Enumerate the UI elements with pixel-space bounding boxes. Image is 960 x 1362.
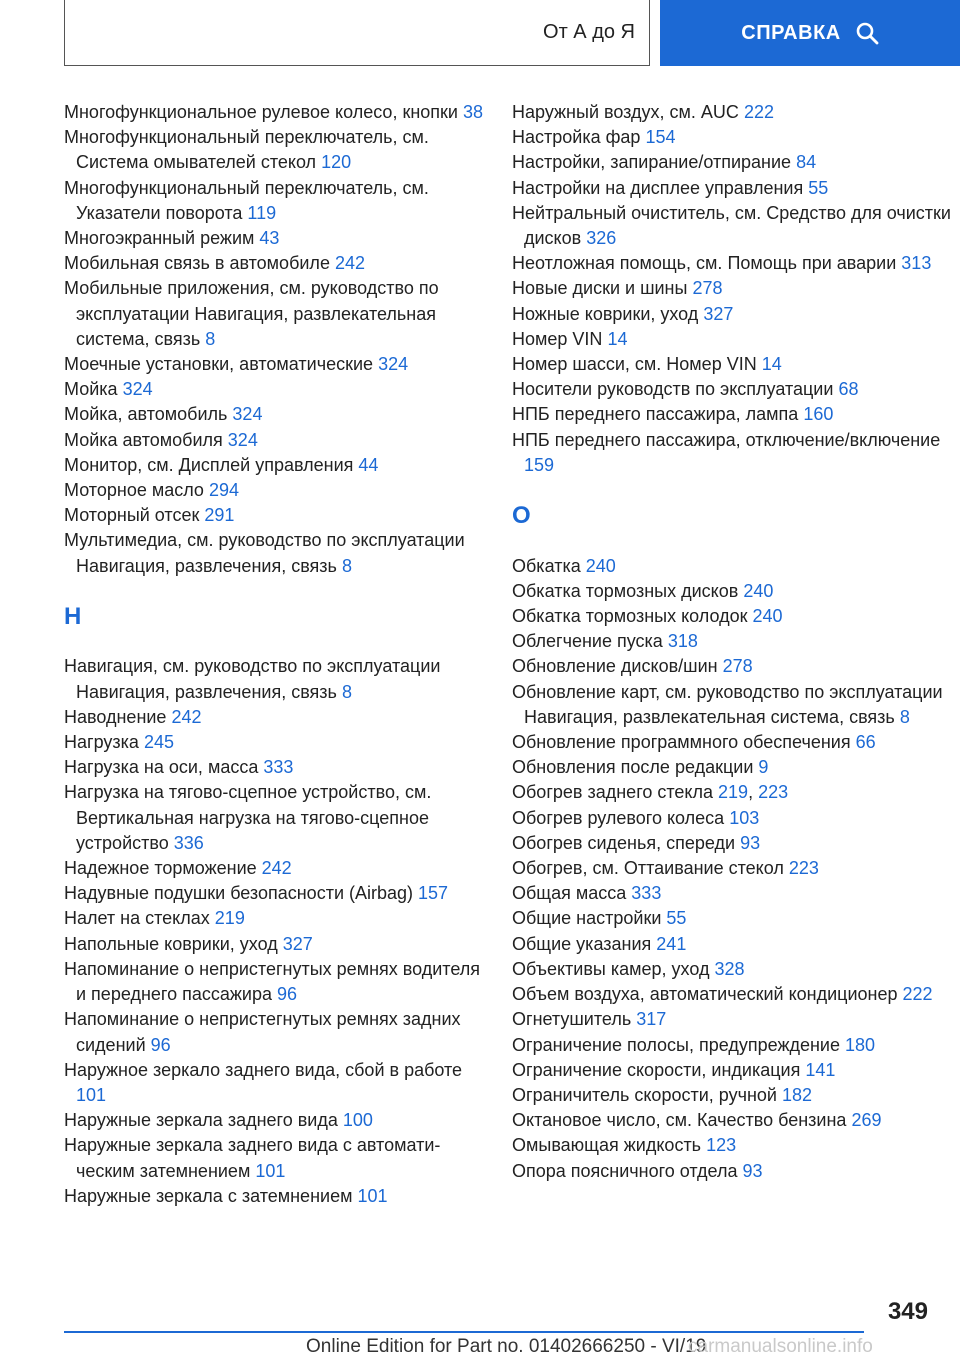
entry-text: Мобильная связь в автомобиле [64, 253, 330, 274]
index-entry [512, 150, 952, 175]
page-link[interactable]: 328 [714, 958, 745, 979]
entry-text: Опора поясничного отдела [512, 1160, 738, 1181]
page-link[interactable]: 242 [171, 706, 202, 727]
page-link[interactable]: 120 [321, 152, 352, 173]
index-entry [512, 327, 952, 352]
entry-text: Мойка, автомобиль [64, 404, 228, 425]
section-letter: Н [64, 602, 82, 630]
entry-text: Надувные подушки безопасности (Airbag) [64, 883, 414, 904]
index-entry [64, 176, 484, 226]
entry-text: Неотложная помощь, см. Помощь при аварии [512, 253, 897, 274]
entry-text: Обновления после редакции [512, 757, 754, 778]
page-link[interactable]: 327 [703, 303, 734, 324]
entry-text: Номер VIN [512, 328, 603, 349]
footer-divider [64, 1331, 864, 1333]
entry-text: Мобильные приложения, см. руководство по эксплуатации Навигация, развлекательная система, связь [64, 278, 439, 349]
page-link[interactable]: 240 [743, 580, 774, 601]
index-entry [64, 1184, 484, 1209]
index-entry [64, 1133, 484, 1183]
page-link[interactable]: 38 [462, 102, 483, 122]
entry-text: Многоэкранный режим [64, 228, 255, 249]
page-link[interactable]: 336 [173, 832, 204, 853]
tab-help[interactable] [660, 0, 960, 66]
index-entry [64, 276, 484, 352]
entry-text: Ограничитель скорости, ручной [512, 1084, 777, 1105]
page-link[interactable]: 240 [585, 555, 616, 576]
entry-text: Объективы камер, уход [512, 958, 710, 979]
index-entry [512, 755, 952, 780]
index-column-left [64, 100, 484, 1209]
page-link[interactable]: 157 [418, 883, 449, 904]
index-entry [512, 377, 952, 402]
entry-text: Номер шасси, см. Номер VIN [512, 354, 757, 375]
tab-help-label: СПРАВКА [741, 21, 841, 44]
index-entry [512, 680, 952, 730]
entry-text: Обогрев, см. Оттаивание стекол [512, 858, 784, 879]
page-link[interactable]: 55 [666, 908, 687, 929]
entry-text: Навигация, см. руководство по эксплуатации Навигация, развлечения, связь [64, 656, 441, 702]
entry-text: НПБ переднего пассажира, лампа [512, 404, 799, 425]
watermark-text: carmanualsonline.info [688, 1336, 873, 1357]
page-link[interactable]: 327 [282, 933, 313, 954]
entry-text: Напольные коврики, уход [64, 933, 278, 954]
index-entry [64, 705, 484, 730]
tab-a-to-z-label: От А до Я [543, 21, 635, 43]
page-link[interactable]: 182 [781, 1084, 813, 1105]
entry-text: Обогрев сиденья, спереди [512, 832, 736, 853]
page-link[interactable]: 8 [341, 555, 352, 576]
entry-text: Моечные установки, автоматические [64, 354, 374, 375]
index-entry [512, 402, 952, 427]
page-link[interactable]: 101 [357, 1185, 388, 1206]
entry-text: Наружное зеркало заднего вида, сбой в работе [64, 1059, 463, 1080]
index-entry [64, 478, 484, 503]
page-link[interactable]: 101 [255, 1160, 286, 1181]
entry-text: Обкатка тормозных колодок [512, 606, 748, 627]
page-number: 349 [887, 1298, 928, 1325]
entry-text: Ножные коврики, уход [512, 303, 699, 324]
entry-text: Обогрев рулевого колеса [512, 807, 725, 828]
index-entry [64, 503, 484, 528]
page-link[interactable]: 219 [718, 782, 749, 803]
entry-text: Наружные зеркала с затемнением [64, 1185, 353, 1206]
page-link[interactable]: 278 [722, 656, 753, 677]
page-link[interactable]: 317 [636, 1009, 667, 1030]
index-entry [512, 428, 952, 478]
page-link[interactable]: 68 [838, 379, 859, 400]
page-link[interactable]: 96 [150, 1034, 171, 1055]
page-link[interactable]: 223 [758, 782, 789, 803]
page-link[interactable]: 9 [758, 757, 769, 778]
index-entry [64, 352, 484, 377]
page-link[interactable]: 222 [743, 102, 774, 122]
index-entry [64, 654, 484, 704]
index-entry [64, 402, 484, 427]
page-link[interactable]: 8 [899, 706, 910, 727]
page-link[interactable]: 14 [761, 354, 782, 375]
entry-text: Общие настройки [512, 908, 662, 929]
index-entry [64, 1108, 484, 1133]
index-entry [64, 377, 484, 402]
entry-text: Ограничение скорости, индикация [512, 1059, 801, 1080]
index-entry [512, 125, 952, 150]
index-entry [512, 1159, 952, 1184]
entry-text: Огнетушитель [512, 1009, 632, 1030]
index-entry [64, 957, 484, 1007]
entry-text: Наружные зеркала заднего вида с автоматическим затемнением [64, 1135, 441, 1181]
entry-text: Надежное торможение [64, 858, 257, 879]
page-link[interactable]: 333 [631, 883, 662, 904]
index-entry [512, 1058, 952, 1083]
entry-text: Омывающая жидкость [512, 1135, 702, 1156]
entry-text: Многофункциональное рулевое колесо, кнопки [64, 102, 458, 122]
entry-text: Напоминание о непристегнутых ремнях водителя и переднего пассажира [64, 958, 480, 1005]
entry-text: НПБ переднего пассажира, отключение/включение [512, 429, 941, 450]
page-link[interactable]: 240 [752, 606, 783, 627]
page-link[interactable]: 326 [586, 228, 617, 249]
index-entry [512, 176, 952, 201]
entry-text: Обновление дисков/шин [512, 656, 718, 677]
page-link[interactable]: 294 [208, 480, 240, 501]
index-entry [64, 932, 484, 957]
entry-text: Моторный отсек [64, 505, 200, 526]
page-link[interactable]: 180 [845, 1034, 876, 1055]
index-entry [512, 881, 952, 906]
index-entry [512, 554, 952, 579]
page-link[interactable]: 8 [205, 328, 216, 349]
entry-text: Облегчение пуска [512, 631, 663, 652]
entry-text: Нейтральный очиститель, см. Средство для очистки дисков [512, 202, 951, 249]
index-entry [64, 226, 484, 251]
page-link[interactable]: 278 [692, 278, 723, 299]
entry-text: Напоминание о непристегнутых ремнях задних сидений [64, 1009, 461, 1055]
index-column-right [512, 100, 952, 1184]
entry-text: Нагрузка на оси, масса [64, 757, 259, 778]
index-entry [512, 100, 952, 125]
index-entry [64, 125, 484, 175]
entry-text: Мойка автомобиля [64, 429, 223, 450]
page-link[interactable]: 313 [901, 253, 932, 274]
page-link[interactable]: 103 [729, 807, 760, 828]
page-link[interactable]: 269 [851, 1110, 882, 1131]
page-link[interactable]: 242 [261, 858, 292, 879]
index-entry [512, 982, 952, 1007]
entry-text: Настройки, запирание/отпирание [512, 152, 792, 173]
index-entry [512, 201, 952, 251]
index-entry [512, 654, 952, 679]
entry-text: Ограничение полосы, предупреждение [512, 1034, 840, 1055]
index-entry [64, 755, 484, 780]
page-link[interactable]: 154 [645, 127, 676, 148]
entry-text: Нагрузка [64, 732, 139, 753]
entry-text: Налет на стеклах [64, 908, 210, 929]
page-link[interactable]: 44 [358, 454, 379, 475]
entry-text: Общие указания [512, 933, 652, 954]
index-entry [512, 932, 952, 957]
index-entry [64, 251, 484, 276]
page-link[interactable]: 333 [263, 757, 294, 778]
entry-text: Общая масса [512, 883, 627, 904]
page-link[interactable]: 84 [796, 152, 817, 173]
index-entry [64, 100, 484, 125]
index-entry [512, 806, 952, 831]
entry-text: Обкатка тормозных дисков [512, 580, 739, 601]
index-entry [512, 1083, 952, 1108]
page-link[interactable]: 324 [227, 429, 258, 450]
entry-text: Настройка фар [512, 127, 641, 148]
page-link[interactable]: 241 [656, 933, 687, 954]
entry-text: Наружные зеркала заднего вида [64, 1110, 338, 1131]
search-icon [855, 21, 879, 45]
edition-text: Online Edition for Part no. 01402666250 - VI/19 [306, 1336, 707, 1357]
index-entry [512, 579, 952, 604]
index-entry [512, 276, 952, 301]
index-entry [512, 629, 952, 654]
entry-text: Многофункциональный переключатель, см. Система омывателей стекол [64, 127, 429, 173]
entry-text: Мультимедиа, см. руководство по эксплуатации Навигация, развлечения, связь [64, 530, 465, 576]
page-link[interactable]: 223 [788, 858, 819, 879]
page-link[interactable]: 93 [742, 1160, 763, 1181]
index-entry [512, 957, 952, 982]
index-entry [512, 780, 952, 805]
entry-text: Нагрузка на тягово-сцепное устройство, см. Вертикальная нагрузка на тягово-сцепное устройство [64, 782, 432, 853]
index-entry [512, 856, 952, 881]
entry-text: Объем воздуха, автоматический кондиционер [512, 984, 898, 1005]
page-link[interactable]: 66 [855, 732, 876, 753]
entry-text: Обкатка [512, 555, 581, 576]
entry-text: Наружный воздух, см. AUC [512, 102, 739, 122]
index-entry [64, 906, 484, 931]
page-link[interactable]: 318 [667, 631, 698, 652]
page-link[interactable]: 141 [805, 1059, 836, 1080]
entry-text: Октановое число, см. Качество бензина [512, 1110, 847, 1131]
index-entry [512, 251, 952, 276]
page-link[interactable]: 101 [76, 1084, 107, 1105]
page-link[interactable]: 159 [524, 454, 555, 475]
page-link[interactable]: 324 [232, 404, 263, 425]
page-link[interactable]: 119 [247, 202, 277, 223]
entry-text: Обогрев заднего стекла [512, 782, 714, 803]
entry-text: Многофункциональный переключатель, см. Указатели поворота [64, 177, 429, 223]
index-entry [64, 780, 484, 856]
index-entry [512, 1033, 952, 1058]
index-entry [64, 730, 484, 755]
index-entry [64, 856, 484, 881]
index-entry [64, 428, 484, 453]
index-entry [512, 302, 952, 327]
page-link[interactable]: 93 [740, 832, 761, 853]
page-link[interactable]: 324 [122, 379, 153, 400]
index-entry [512, 352, 952, 377]
index-entry [512, 1133, 952, 1158]
entry-text: Монитор, см. Дисплей управления [64, 454, 354, 475]
tab-a-to-z[interactable] [64, 0, 650, 66]
index-entry [512, 730, 952, 755]
page-link[interactable]: 100 [342, 1110, 373, 1131]
entry-text: Обновление карт, см. руководство по эксплуатации Навигация, развлекательная система, связь [512, 681, 943, 727]
page-separator: , [748, 782, 754, 803]
page-link[interactable]: 324 [378, 354, 409, 375]
index-entry [64, 453, 484, 478]
index-entry [64, 1007, 484, 1057]
page-link[interactable]: 8 [341, 681, 352, 702]
page-link[interactable]: 55 [808, 177, 829, 198]
entry-text: Наводнение [64, 706, 167, 727]
index-entry [64, 528, 484, 578]
page-link[interactable]: 96 [276, 984, 298, 1005]
page-link[interactable]: 219 [214, 908, 245, 929]
index-entry [512, 604, 952, 629]
page-link[interactable]: 242 [334, 253, 366, 274]
index-entry [512, 831, 952, 856]
entry-text: Обновление программного обеспечения [512, 732, 851, 753]
page-link[interactable]: 43 [259, 228, 280, 249]
section-letter: О [512, 502, 531, 530]
page-link[interactable]: 245 [143, 732, 174, 753]
index-entry [512, 1108, 952, 1133]
index-entry [64, 1058, 484, 1108]
top-navigation [0, 0, 960, 66]
page-link[interactable]: 123 [706, 1135, 737, 1156]
page-link[interactable]: 14 [607, 328, 628, 349]
entry-text: Новые диски и шины [512, 278, 688, 299]
entry-text: Мойка [64, 379, 118, 400]
index-entry [512, 1007, 952, 1032]
entry-text: Моторное масло [64, 480, 204, 501]
entry-text: Носители руководств по эксплуатации [512, 379, 834, 400]
index-entry [512, 906, 952, 931]
page-link[interactable]: 160 [803, 404, 834, 425]
index-entry [64, 881, 484, 906]
page-link[interactable]: 291 [204, 505, 235, 526]
entry-text: Настройки на дисплее управления [512, 177, 804, 198]
page-link[interactable]: 222 [902, 984, 933, 1005]
